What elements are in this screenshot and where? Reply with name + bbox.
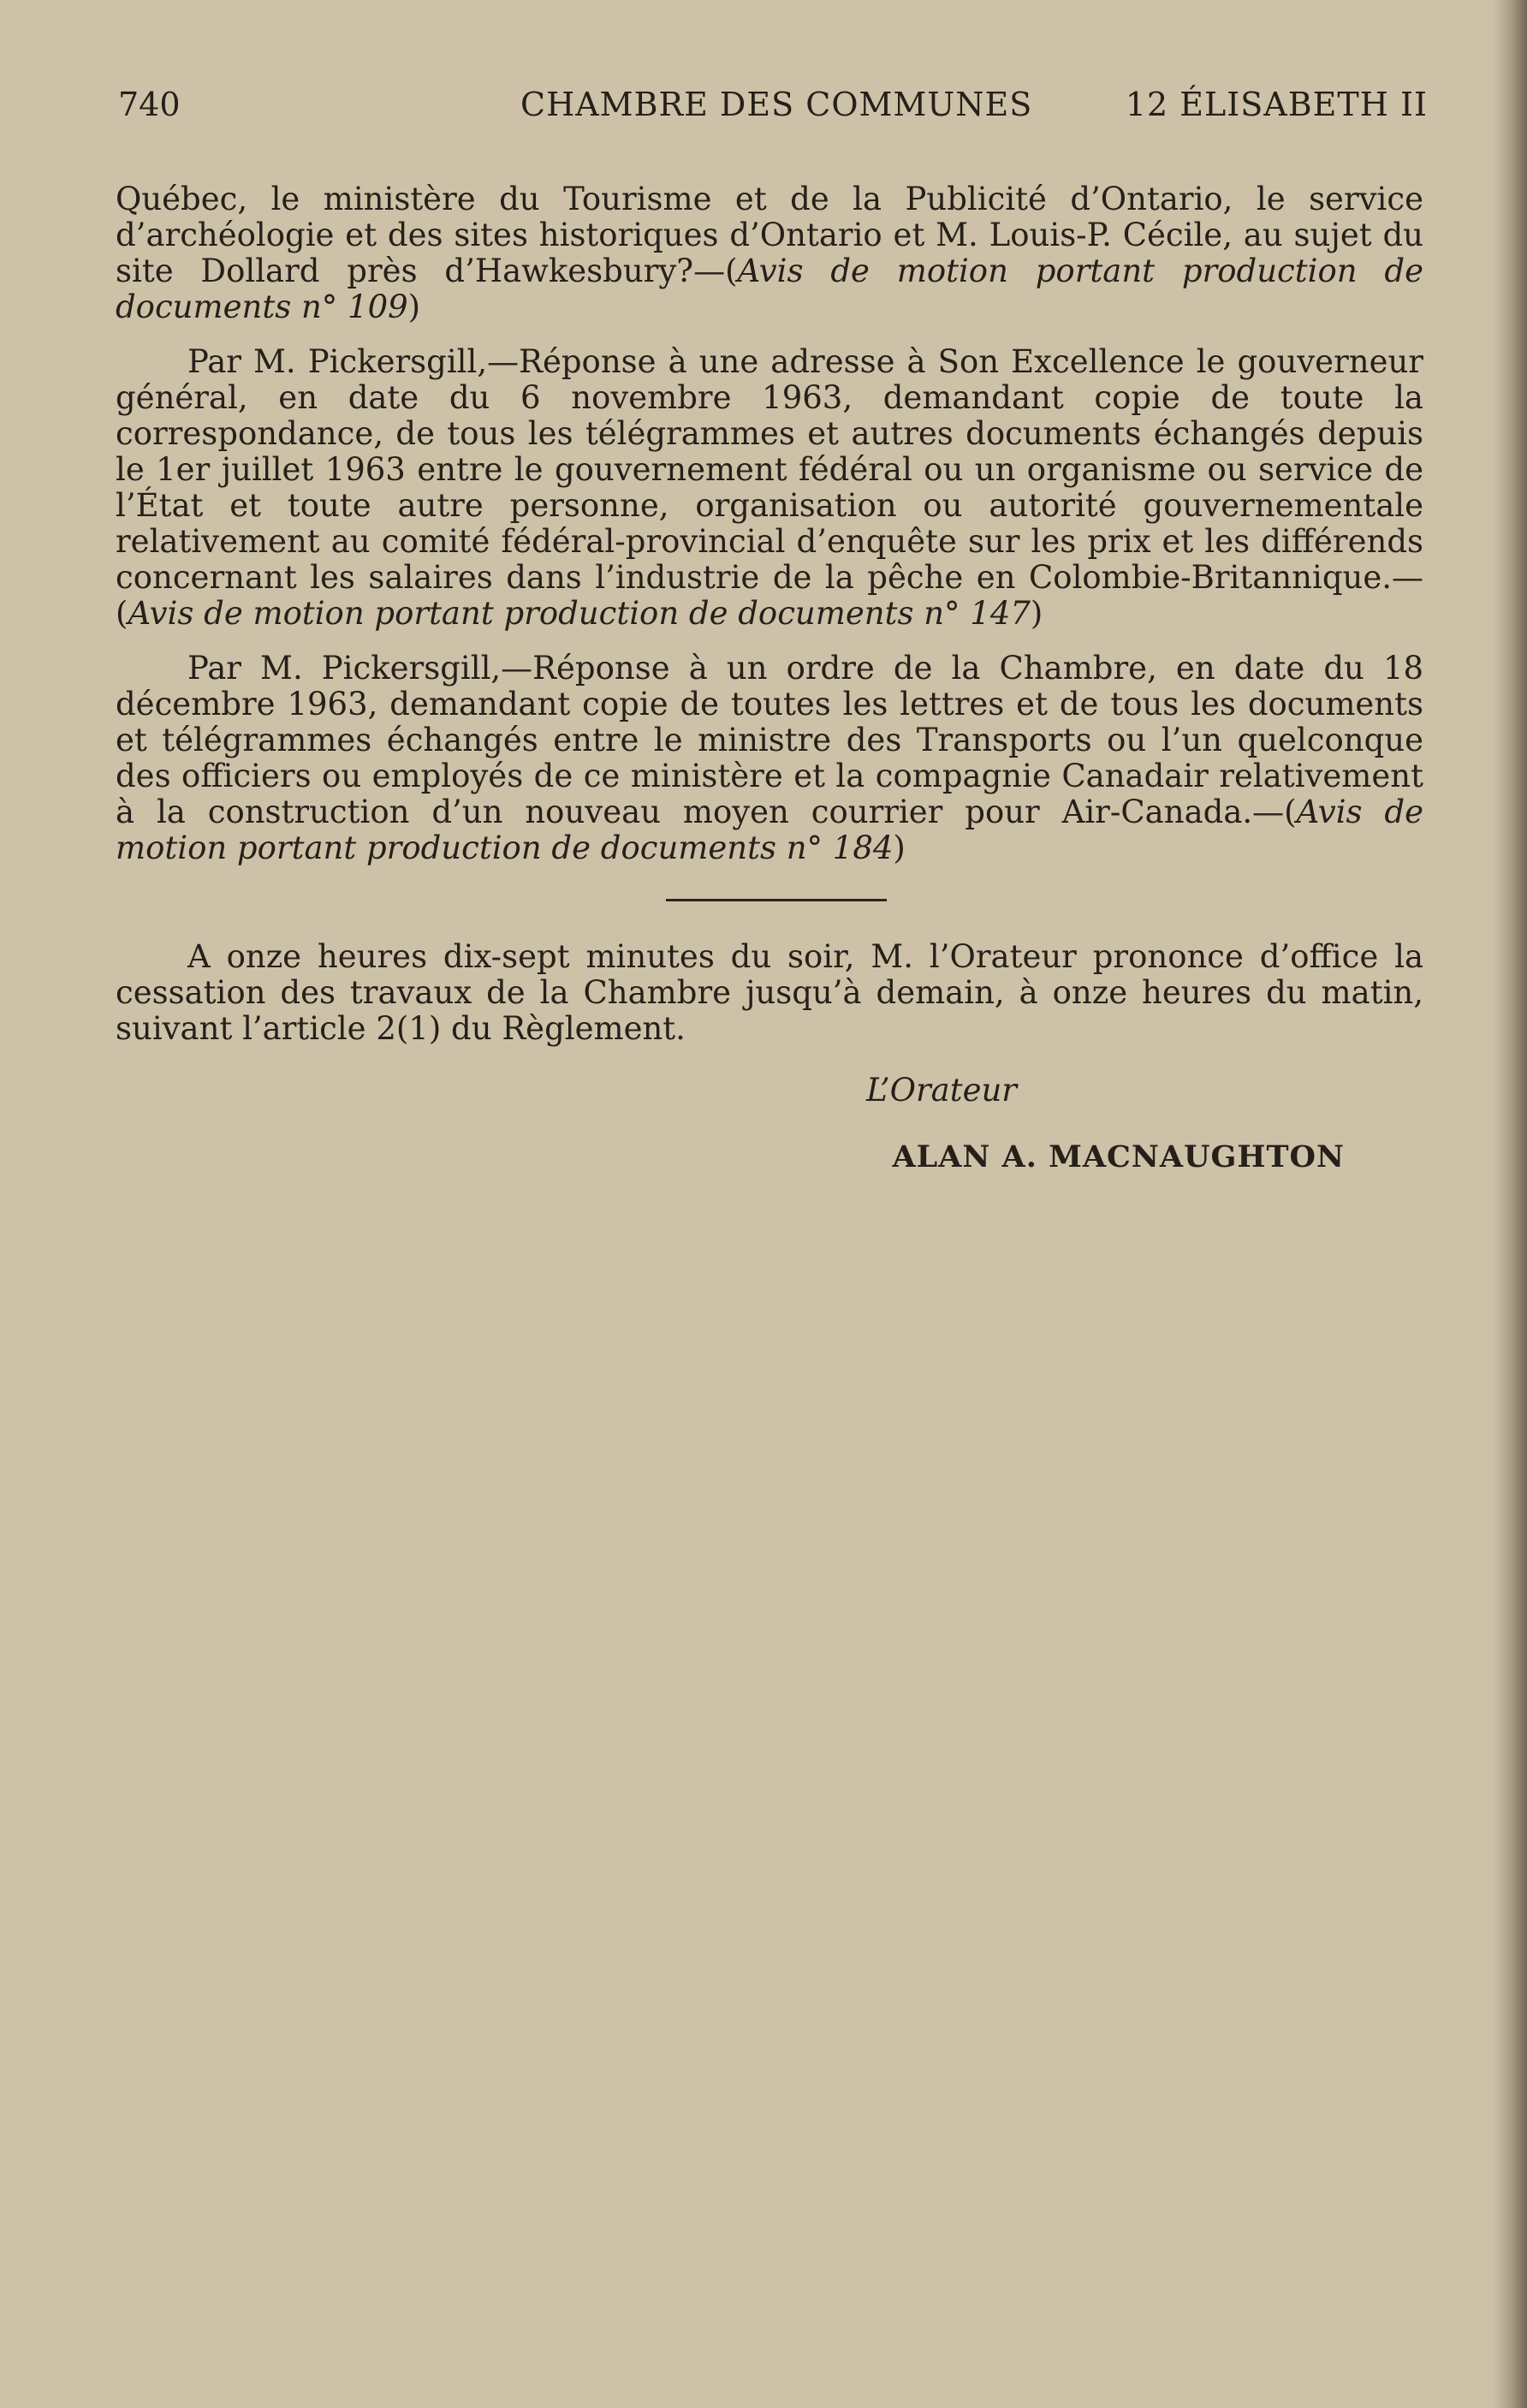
signature-role: L’Orateur: [866, 1072, 1017, 1109]
running-title: CHAMBRE DES COMMUNES: [520, 86, 1033, 123]
paragraph-continuation: Québec, le ministère du Tourisme et de la Publicité d’Ontario, le service d’archéologie et des sites historiques d’Ontario et M. Louis-P. Cécile, au sujet du site Dollard près d’Hawkesbury?—(Avis de motion portant production de documents n° 109): [116, 181, 1423, 325]
page-header: [118, 86, 1428, 137]
paragraph-pickersgill-adresse: Par M. Pickersgill,—Réponse à une adresse à Son Excellence le gouverneur général, en date du 6 novembre 1963, demandant copie de toute la correspondance, de tous les télégrammes et autres documents échangés depuis le 1er juillet 1963 entre le gouvernement fédéral ou un organisme ou service de l’État et toute autre personne, organisation ou autorité gouvernementale relativement au comité fédéral-provincial d’enquête sur les prix et les différends concernant les salaires dans l’industrie de la pêche en Colombie-Britannique.—(Avis de motion portant production de documents n° 147): [116, 343, 1423, 632]
paragraph-pickersgill-ordre: Par M. Pickersgill,—Réponse à un ordre de la Chambre, en date du 18 décembre 1963, demandant copie de toutes les lettres et de tous les documents et télégrammes échangés entre le ministre des Transports ou l’un quelconque des officiers ou employés de ce ministère et la compagnie Canadair relativement à la construction d’un nouveau moyen courrier pour Air-Canada.—(Avis de motion portant production de documents n° 184): [116, 650, 1423, 866]
signature-name: ALAN A. MACNAUGHTON: [892, 1139, 1345, 1174]
section-divider: [666, 899, 887, 901]
page-body: [116, 181, 1423, 1175]
paragraph-adjournment: A onze heures dix-sept minutes du soir, M. l’Orateur prononce d’office la cessation des travaux de la Chambre jusqu’à demain, à onze heures du matin, suivant l’article 2(1) du Règlement.: [116, 938, 1423, 1047]
regnal-year: 12 ÉLISABETH II: [1125, 86, 1428, 123]
page-number: 740: [118, 86, 181, 123]
binding-edge-shadow: [1493, 0, 1527, 2408]
